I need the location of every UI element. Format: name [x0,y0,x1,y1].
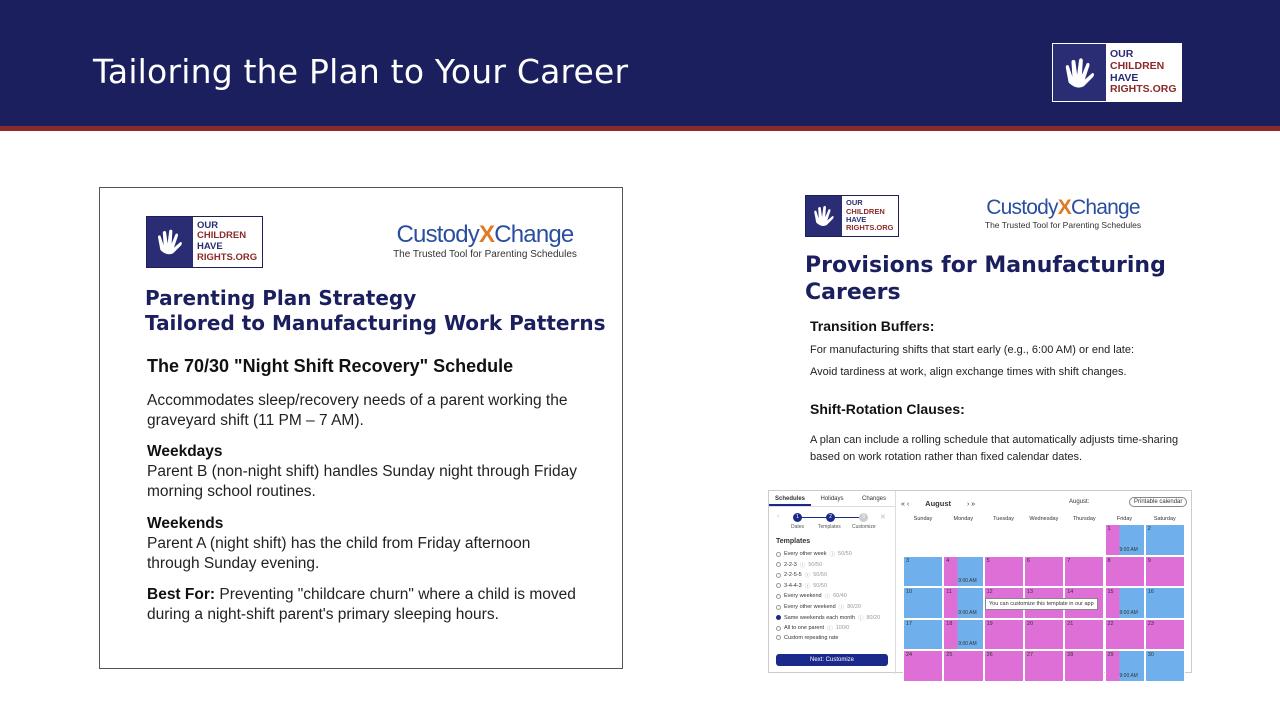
day-number: 2 [1147,526,1151,532]
tab-holidays[interactable]: Holidays [820,496,844,502]
exchange-time: 9:00 AM [1119,546,1138,553]
info-icon: ⓘ [827,626,833,633]
day-number: 16 [1147,589,1154,595]
printable-calendar-button[interactable]: Printable calendar [1129,497,1187,507]
template-ratio: 50/50 [813,582,828,589]
calendar-day[interactable] [1145,524,1185,556]
calendar-day[interactable] [984,556,1024,588]
logo-line: OUR [197,219,219,231]
template-label: 3-4-4-3 [784,582,802,589]
cc-logo-part: Custody [986,196,1058,219]
day-number: 26 [986,652,993,658]
calendar-month: August [925,499,951,508]
card-title-line: Parenting Plan Strategy [145,286,417,310]
template-label: All to one parent [784,625,825,632]
bestfor-label: Best For: [147,586,216,603]
cc-logo-x: X [1057,196,1071,219]
ocr-logo [805,195,899,237]
template-option[interactable] [776,592,847,600]
radio-button[interactable] [776,615,781,620]
calendar-day[interactable] [1064,556,1104,588]
bestfor-block [147,585,587,625]
day-number: 17 [906,620,913,627]
day-number: 20 [1026,620,1034,627]
day-number: 11 [946,589,953,595]
step-dot[interactable]: 1 [793,513,802,522]
month-label: August: [1069,499,1090,505]
calendar-day[interactable] [903,619,943,651]
calendar-day[interactable] [903,650,943,682]
template-label: Every weekend [784,593,822,600]
info-icon: ⓘ [857,615,864,622]
close-icon[interactable]: ✕ [880,514,886,521]
calendar-day[interactable] [1145,556,1185,588]
provisions-title [805,252,1166,306]
calendar-day[interactable] [943,587,983,619]
sidebar-tabs [769,491,895,507]
calendar-day[interactable] [984,650,1024,682]
schedule-sidebar [769,491,896,674]
day-number: 27 [1026,652,1034,658]
day-number: 14 [1067,589,1074,595]
calendar-day[interactable] [943,556,983,588]
buffers-line: For manufacturing shifts that start early (e.g., 6:00 AM) or end late: [810,344,1135,356]
logo-line: HAVE [1110,71,1139,84]
double-chevron-right-icon[interactable]: » [971,501,976,508]
template-label: 2-2-5-5 [784,572,802,579]
cc-logo-part: Change [494,221,574,248]
provisions-title-line: Provisions for Manufacturing [805,253,1166,278]
app-screenshot [768,490,1192,679]
day-number: 8 [1107,557,1111,564]
calendar-day[interactable] [1064,524,1104,556]
logo-line: OUR [846,198,863,208]
weekday-header: Saturday [1153,516,1176,522]
template-ratio: 50/50 [838,551,852,557]
weekday-header: Monday [953,516,974,522]
step-dot[interactable]: 3 [859,513,868,522]
radio-button[interactable] [776,573,781,578]
calendar-day[interactable] [1105,650,1145,682]
cc-tagline: The Trusted Tool for Parenting Schedules [984,220,1142,230]
calendar-day[interactable] [1064,650,1104,682]
day-number: 28 [1067,652,1074,658]
calendar-day[interactable] [1024,619,1064,651]
radio-button[interactable] [776,583,781,588]
strategy-card [99,187,623,669]
hand-icon [806,196,842,236]
template-ratio: 80/20 [866,614,881,621]
hand-icon [147,217,193,267]
day-number: 6 [1026,557,1030,564]
month-label-text: August [1069,499,1088,505]
template-ratio: 60/40 [833,593,847,600]
radio-button[interactable] [776,626,781,631]
exchange-time: 9:00 AM [1119,609,1138,616]
logo-line: HAVE [846,215,867,224]
day-number: 5 [986,557,990,564]
template-option[interactable] [776,635,838,641]
logo-line: HAVE [197,241,223,252]
calendar-day[interactable] [984,524,1024,556]
template-option[interactable] [776,571,827,579]
day-number: 19 [986,620,993,627]
hand-icon [1053,44,1106,101]
template-option[interactable] [776,582,827,590]
info-icon: ⓘ [799,562,806,569]
cc-logo-part: Custody [396,221,479,248]
radio-button[interactable] [776,635,781,640]
customize-tooltip: You can customize this template in our app [985,598,1098,610]
weekends-block [147,514,587,574]
template-option[interactable] [776,561,822,569]
info-icon: ⓘ [838,605,845,611]
template-ratio: 50/50 [808,561,823,568]
card-title-line: Tailored to Manufacturing Work Patterns [145,311,606,335]
template-option[interactable] [776,550,852,558]
bestfor-text: Preventing "childcare churn" where a child is moved during a night-shift parent's primary sleeping hours. [147,586,576,623]
day-number: 1 [1107,526,1111,532]
day-number: 10 [906,589,913,595]
logo-line: OUR [1110,48,1134,60]
day-number: 21 [1067,620,1074,627]
calendar-day[interactable] [1145,587,1185,619]
weekday-header: Sunday [913,516,933,522]
tab-schedules[interactable]: Schedules [769,491,811,506]
template-label: Every other week [784,551,827,557]
template-label: Same weekends each month [784,614,855,621]
template-option[interactable] [776,614,880,622]
exchange-time: 9:00 AM [958,641,977,647]
buffers-line: Avoid tardiness at work, align exchange times with shift changes. [810,366,1127,378]
day-number: 3 [906,557,910,564]
calendar-day[interactable] [1024,524,1064,556]
cc-logo-part: Change [1070,196,1140,219]
radio-button[interactable] [776,594,781,599]
provisions-title-line: Careers [805,280,901,305]
calendar-day[interactable] [1105,619,1145,651]
step-label: Dates [791,524,805,530]
calendar-day[interactable] [1145,619,1185,651]
logo-line: CHILDREN [197,230,247,242]
day-number: 15 [1107,589,1114,595]
wizard-steps [777,513,889,533]
info-icon: ⓘ [824,594,831,601]
custodyxchange-logo [982,196,1144,230]
chevron-right-icon[interactable]: › [966,501,970,508]
weekdays-block [147,442,587,502]
weekends-text: Parent A (night shift) has the child from Friday afternoon through Sunday evening. [147,535,531,572]
info-icon: ⓘ [804,573,811,580]
calendar-day[interactable] [903,556,943,588]
weekday-header: Thursday [1072,516,1096,522]
calendar-day[interactable] [943,619,983,651]
template-option[interactable] [776,624,849,632]
weekday-header: Friday [1116,516,1133,522]
templates-title: Templates [776,538,811,545]
calendar-day[interactable] [984,619,1024,651]
radio-button[interactable] [776,552,781,557]
template-option[interactable] [776,603,861,611]
buffers-heading: Transition Buffers: [810,318,935,334]
step-label: Templates [818,524,841,530]
calendar-day[interactable] [1105,556,1145,588]
next-customize-button[interactable]: Next: Customize [776,654,888,666]
chevron-left-icon[interactable]: ‹ [906,501,910,508]
calendar-day[interactable] [903,587,943,619]
logo-line: RIGHTS.ORG [846,223,894,233]
calendar-day[interactable] [1024,556,1064,588]
weekends-label: Weekends [147,515,224,532]
info-icon: ⓘ [804,583,811,590]
calendar-day[interactable] [1145,650,1185,682]
tab-changes[interactable]: Changes [861,496,887,502]
step-label: Customize [852,524,876,530]
logo-line: RIGHTS.ORG [1110,83,1177,96]
calendar-day[interactable] [943,650,983,682]
day-number: 9 [1147,557,1151,564]
double-chevron-left-icon[interactable]: « [901,501,905,508]
day-number: 13 [1026,589,1034,595]
rotation-heading: Shift-Rotation Clauses: [810,401,965,417]
step-dot[interactable]: 2 [826,513,835,522]
cc-logo-x: X [478,221,495,248]
info-icon: ⓘ [829,552,836,558]
exchange-time: 9:00 AM [958,609,977,616]
schedule-heading: The 70/30 "Night Shift Recovery" Schedule [147,356,514,376]
logo-line: RIGHTS.ORG [197,251,258,263]
day-number: 23 [1147,620,1154,627]
day-number: 7 [1067,557,1071,564]
day-number: 25 [946,652,953,658]
calendar-day[interactable] [1105,587,1145,619]
logo-line: CHILDREN [1110,59,1165,72]
custodyxchange-logo [392,221,578,260]
day-number: 4 [946,557,950,564]
day-number: 18 [946,620,953,627]
radio-button[interactable] [776,562,781,567]
chevron-left-icon[interactable]: ‹ [777,513,780,520]
template-ratio: 80/20 [847,604,861,610]
day-number: 24 [906,652,913,658]
schedule-intro: Accommodates sleep/recovery needs of a parent working the graveyard shift (11 PM – 7 AM). [147,392,568,429]
radio-button[interactable] [776,605,781,610]
header-stripe [0,126,1280,131]
template-ratio: 100/0 [835,625,850,632]
exchange-time: 9:00 AM [958,578,977,584]
slide-title: Tailoring the Plan to Your Career [93,52,629,91]
weekdays-text: Parent B (non-night shift) handles Sunday night through Friday morning school routines. [147,463,577,500]
rotation-text: A plan can include a rolling schedule that automatically adjusts time-sharing based on work rotation rather than fixed calendar dates. [810,434,1179,463]
calendar-day[interactable] [1105,524,1145,556]
ocr-logo [1052,43,1182,102]
day-number: 22 [1107,620,1114,627]
card-title [145,286,605,336]
day-number: 12 [986,589,993,595]
exchange-time: 9:00 AM [1119,672,1138,679]
weekdays-label: Weekdays [147,443,223,460]
calendar-nav [901,499,975,508]
calendar-day[interactable] [1024,650,1064,682]
ocr-logo [146,216,263,268]
cc-tagline: The Trusted Tool for Parenting Schedules [393,249,577,260]
calendar-day[interactable] [943,524,983,556]
calendar-day[interactable] [903,524,943,556]
template-label: Custom repeating rate [784,634,839,641]
weekday-header: Tuesday [993,516,1015,522]
weekday-header: Wednesday [1029,516,1059,522]
logo-line: CHILDREN [846,206,885,216]
template-ratio: 50/50 [813,572,828,579]
template-label: Every other weekend [784,604,836,610]
calendar-day[interactable] [1064,619,1104,651]
day-number: 30 [1147,652,1154,658]
day-number: 29 [1107,652,1114,658]
template-label: 2-2-3 [784,561,797,568]
